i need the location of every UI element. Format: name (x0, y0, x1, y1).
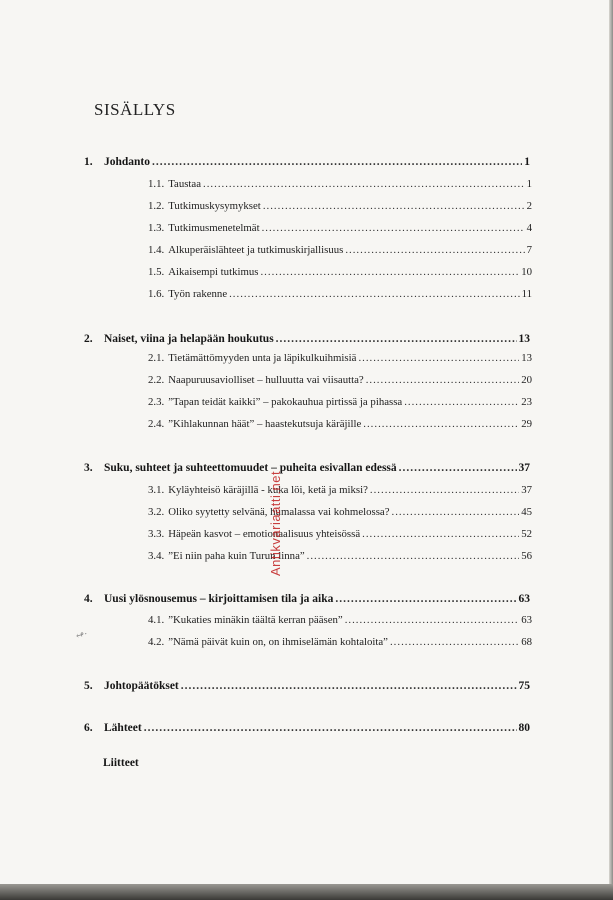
page-number: 75 (518, 680, 530, 692)
section-title: Aikaisempi tutkimus (168, 266, 259, 278)
section-number: 1.6. (148, 288, 165, 300)
toc-chapter-5 (84, 680, 530, 692)
page-number: 13 (518, 333, 530, 345)
toc-chapter-2 (84, 333, 530, 345)
section-title: Naapuruusaviolliset – hulluutta vai viisautta? (168, 374, 364, 386)
chapter-number: 1. (84, 156, 93, 168)
page-number: 7 (526, 244, 532, 256)
chapter-title: Suku, suhteet ja suhteettomuudet – puheita esivallan edessä (104, 462, 397, 474)
section-number: 3.3. (148, 528, 165, 540)
toc-chapter-6 (84, 722, 530, 734)
dot-leader (362, 528, 519, 540)
page-number: 45 (521, 506, 532, 518)
dot-leader (404, 396, 519, 408)
dot-leader (307, 550, 520, 562)
toc-section-3-4 (148, 550, 532, 562)
section-number: 3.2. (148, 506, 165, 518)
chapter-number: 6. (84, 722, 93, 734)
toc-section-3-1 (148, 484, 532, 496)
section-title: Kyläyhteisö käräjillä - kuka löi, ketä ja miksi? (168, 484, 368, 496)
dot-leader (390, 636, 519, 648)
dot-leader (152, 156, 522, 168)
section-title: Tietämättömyyden unta ja läpikulkuihmisiä (168, 352, 357, 364)
page-number: 63 (518, 593, 530, 605)
section-number: 3.4. (148, 550, 165, 562)
page-title: SISÄLLYS (94, 100, 176, 119)
dot-leader (276, 333, 517, 345)
page-number: 1 (526, 178, 532, 190)
toc-section-1-5 (148, 266, 532, 278)
toc-chapter-4 (84, 593, 530, 605)
dot-leader (399, 462, 517, 474)
page-number: 1 (524, 156, 530, 168)
section-title: Tutkimuskysymykset (168, 200, 261, 212)
toc-section-4-2 (148, 636, 532, 648)
page-number: 52 (521, 528, 532, 540)
page-number: 56 (521, 550, 532, 562)
chapter-number: 3. (84, 462, 93, 474)
chapter-title: Johdanto (104, 156, 151, 168)
appendix-heading: Liitteet (103, 757, 139, 769)
section-title: Alkuperäislähteet ja tutkimuskirjallisuus (168, 244, 344, 256)
dot-leader (262, 222, 525, 234)
section-title: Työn rakenne (168, 288, 228, 300)
chapter-title: Uusi ylösnousemus – kirjoittamisen tila ja aika (104, 593, 334, 605)
page-number: 63 (521, 614, 532, 626)
toc-section-1-2 (148, 200, 532, 212)
toc-section-2-4 (148, 418, 532, 430)
toc-section-2-3 (148, 396, 532, 408)
toc-section-2-1 (148, 352, 532, 364)
dot-leader (363, 418, 519, 430)
dot-leader (358, 352, 519, 364)
page-number: 29 (521, 418, 532, 430)
toc-chapter-3 (84, 462, 530, 474)
page-number: 4 (526, 222, 532, 234)
dot-leader (260, 266, 519, 278)
chapter-number: 4. (84, 593, 93, 605)
section-title: ”Ei niin paha kuin Turun linna” (168, 550, 305, 562)
section-title: ”Nämä päivät kuin on, on ihmiselämän kohtaloita” (168, 636, 388, 648)
dot-leader (366, 374, 520, 386)
page-edge (609, 0, 613, 886)
page-number: 20 (521, 374, 532, 386)
section-number: 1.1. (148, 178, 165, 190)
dot-leader (181, 680, 517, 692)
section-number: 3.1. (148, 484, 165, 496)
dot-leader (345, 614, 520, 626)
chapter-title: Lähteet (104, 722, 142, 734)
chapter-title: Naiset, viina ja helapään houkutus (104, 333, 274, 345)
section-number: 2.2. (148, 374, 165, 386)
section-title: Oliko syytetty selvänä, humalassa vai kohmelossa? (168, 506, 390, 518)
section-number: 4.1. (148, 614, 165, 626)
chapter-title: Johtopäätökset (104, 680, 179, 692)
dot-leader (370, 484, 519, 496)
section-number: 2.3. (148, 396, 165, 408)
page-number: 13 (521, 352, 532, 364)
dot-leader (392, 506, 520, 518)
section-number: 1.4. (148, 244, 165, 256)
toc-section-1-6 (148, 288, 532, 300)
section-title: Häpeän kasvot – emotionaalisuus yhteisössä (168, 528, 361, 540)
dot-leader (203, 178, 525, 190)
toc-chapter-1 (84, 156, 530, 168)
dot-leader (144, 722, 517, 734)
toc-section-3-2 (148, 506, 532, 518)
section-title: Taustaa (168, 178, 202, 190)
watermark-text: Antikvariaatti.net (268, 470, 283, 576)
page-number: 80 (518, 722, 530, 734)
chapter-number: 5. (84, 680, 93, 692)
dot-leader (335, 593, 516, 605)
section-number: 1.5. (148, 266, 165, 278)
toc-section-3-3 (148, 528, 532, 540)
section-number: 4.2. (148, 636, 165, 648)
dot-leader (263, 200, 525, 212)
section-title: Tutkimusmenetelmät (168, 222, 260, 234)
dot-leader (345, 244, 524, 256)
toc-section-4-1 (148, 614, 532, 626)
page-number: 23 (521, 396, 532, 408)
section-number: 2.1. (148, 352, 165, 364)
page-number: 11 (521, 288, 532, 300)
page-number: 68 (521, 636, 532, 648)
section-number: 2.4. (148, 418, 165, 430)
chapter-number: 2. (84, 333, 93, 345)
toc-section-1-3 (148, 222, 532, 234)
section-number: 1.2. (148, 200, 165, 212)
page-number: 2 (526, 200, 532, 212)
toc-section-2-2 (148, 374, 532, 386)
section-title: ”Kukaties minäkin täältä kerran pääsen” (168, 614, 343, 626)
page-number: 37 (521, 484, 532, 496)
section-title: ”Tapan teidät kaikki” – pakokauhua pirtissä ja pihassa (168, 396, 403, 408)
section-number: 1.3. (148, 222, 165, 234)
toc-section-1-4 (148, 244, 532, 256)
dot-leader (229, 288, 519, 300)
scan-smudge: ↫· (74, 628, 89, 643)
page-number: 10 (521, 266, 532, 278)
toc-section-1-1 (148, 178, 532, 190)
page-number: 37 (518, 462, 530, 474)
scan-shadow (0, 884, 613, 900)
section-title: ”Kihlakunnan häät” – haastekutsuja käräjille (168, 418, 362, 430)
